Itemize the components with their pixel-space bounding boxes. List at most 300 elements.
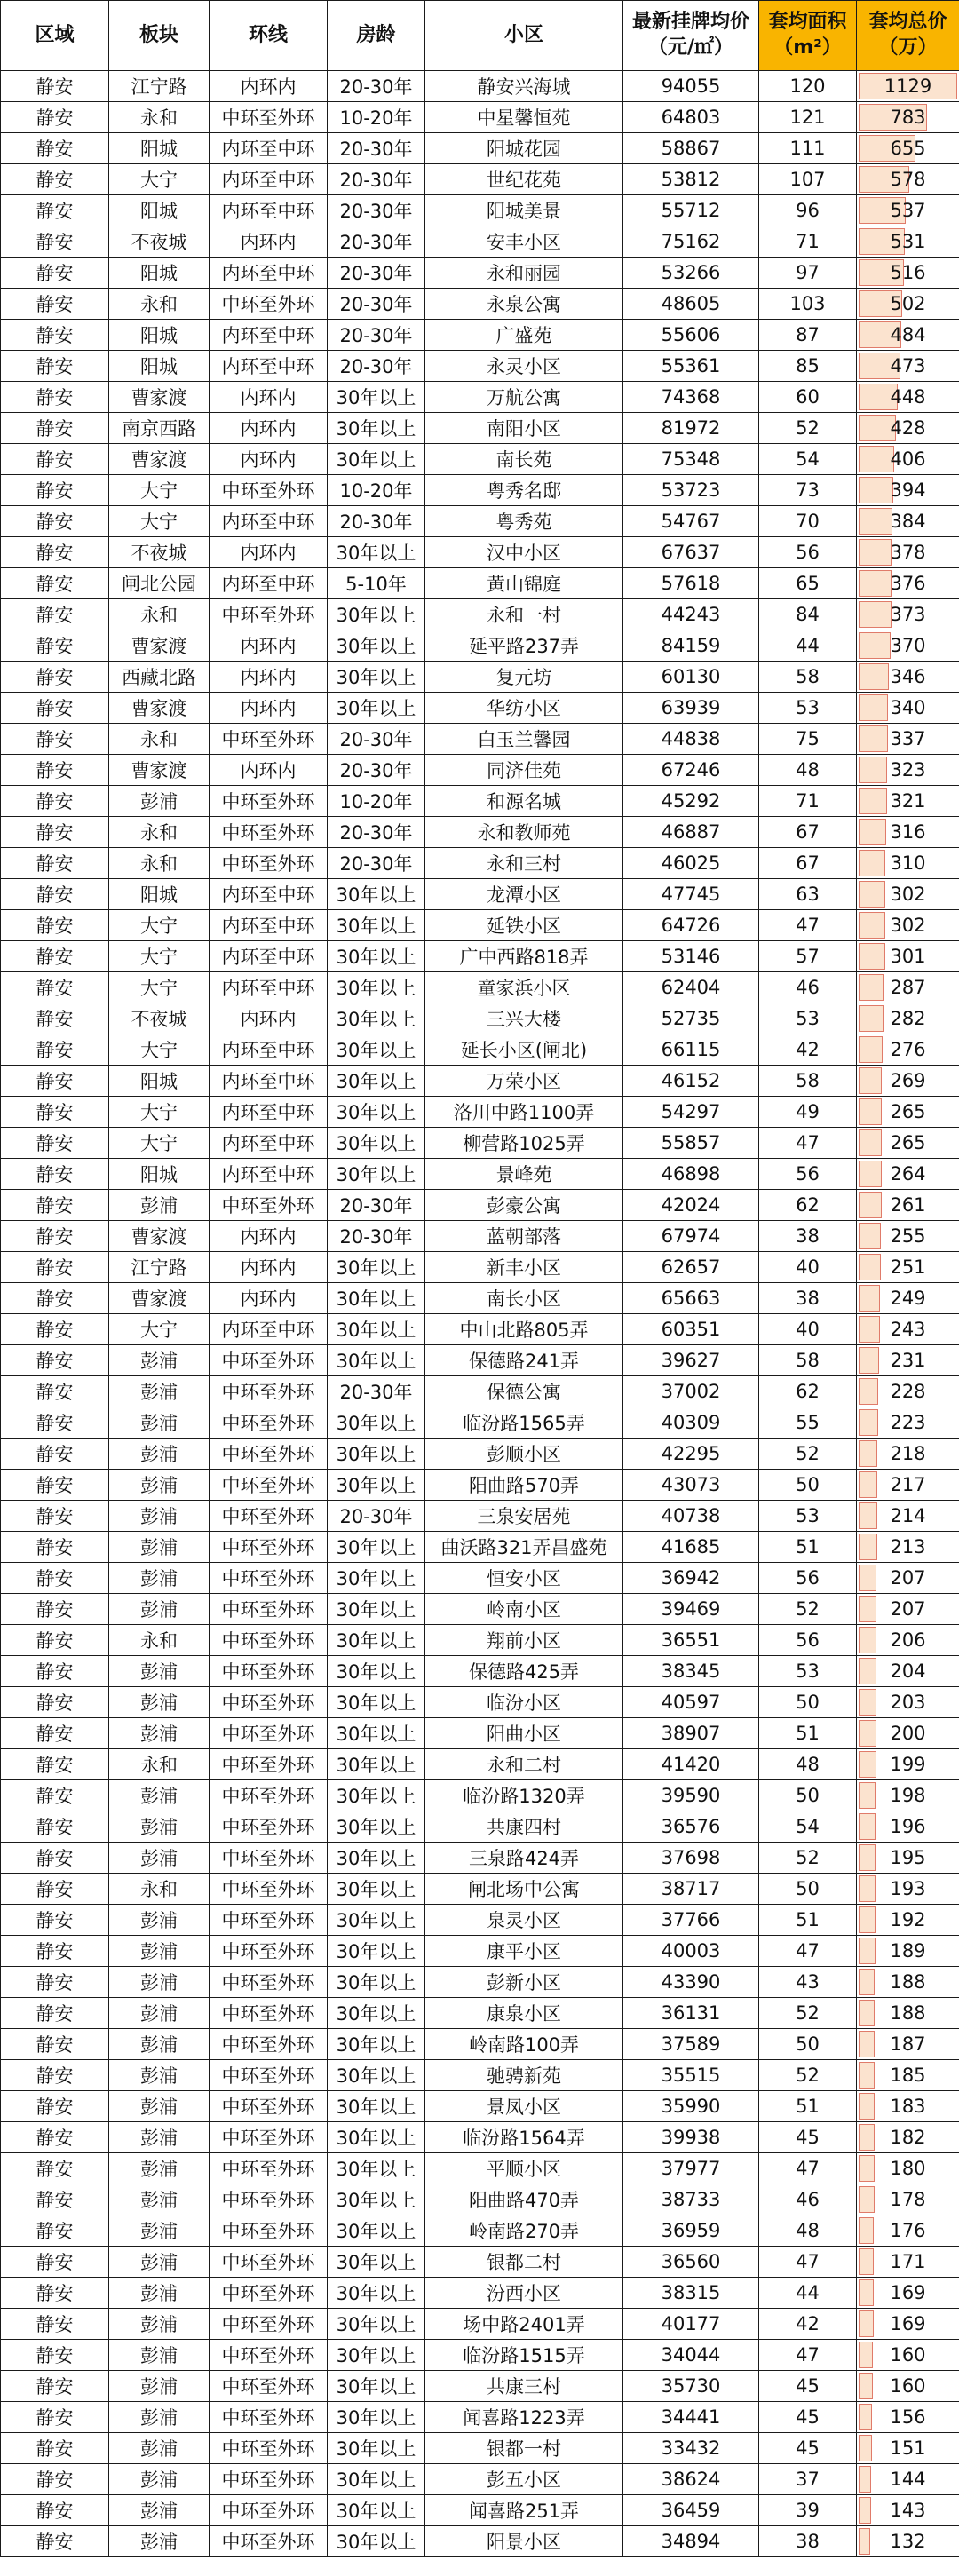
- district-cell: 静安: [1, 817, 109, 848]
- ring-cell: 内环至中环: [210, 351, 328, 382]
- avg-total-cell: [857, 1470, 959, 1501]
- total-price-value: 200: [890, 1723, 926, 1744]
- ring-cell: 中环至外环: [210, 1780, 328, 1811]
- age-cell: 30年以上: [328, 2122, 425, 2153]
- avg-total-cell: [857, 1034, 959, 1066]
- age-cell: 30年以上: [328, 1905, 425, 1936]
- age-cell: 30年以上: [328, 1097, 425, 1128]
- district-cell: 静安: [1, 1501, 109, 1532]
- total-price-bar: [859, 1192, 882, 1218]
- avg-total-cell: [857, 2029, 959, 2060]
- community-cell: 粤秀苑: [425, 506, 623, 537]
- table-row: [1, 2060, 959, 2091]
- community-cell: 闻喜路1223弄: [425, 2402, 623, 2433]
- avg-area-cell: 52: [759, 2060, 857, 2091]
- avg-total-cell: [857, 2060, 959, 2091]
- avg-area-cell: 47: [759, 1936, 857, 1967]
- district-cell: 静安: [1, 289, 109, 320]
- total-price-value: 265: [890, 1132, 926, 1153]
- avg-area-cell: 51: [759, 1718, 857, 1749]
- ring-cell: 内环至中环: [210, 133, 328, 164]
- avg-price-cell: 34894: [623, 2526, 759, 2557]
- district-cell: 静安: [1, 1811, 109, 1843]
- district-cell: 静安: [1, 1594, 109, 1625]
- table-row: [1, 2215, 959, 2247]
- total-price-value: 189: [890, 1940, 926, 1962]
- age-cell: 30年以上: [328, 2060, 425, 2091]
- age-cell: 30年以上: [328, 1656, 425, 1687]
- total-price-value: 783: [890, 107, 926, 128]
- table-row: [1, 2184, 959, 2215]
- ring-cell: 内环内: [210, 1252, 328, 1283]
- community-cell: 永和一村: [425, 599, 623, 630]
- table-row: [1, 879, 959, 910]
- total-price-bar: [859, 2310, 874, 2337]
- avg-total-cell: [857, 226, 959, 258]
- table-row: [1, 2309, 959, 2340]
- avg-total-cell: [857, 1718, 959, 1749]
- total-price-value: 195: [890, 1847, 926, 1868]
- avg-total-cell: [857, 1003, 959, 1034]
- age-cell: 30年以上: [328, 2278, 425, 2309]
- ring-cell: 中环至外环: [210, 2278, 328, 2309]
- community-cell: 南阳小区: [425, 413, 623, 444]
- total-price-bar: [859, 1161, 882, 1187]
- ring-cell: 内环至中环: [210, 1159, 328, 1190]
- avg-area-cell: 50: [759, 1470, 857, 1501]
- community-cell: 永和三村: [425, 848, 623, 879]
- age-cell: 20-30年: [328, 226, 425, 258]
- district-cell: 静安: [1, 693, 109, 724]
- header-sector: 板块: [109, 1, 210, 71]
- table-row: [1, 1905, 959, 1936]
- ring-cell: 中环至外环: [210, 1625, 328, 1656]
- total-price-value: 301: [890, 946, 926, 967]
- total-price-value: 394: [890, 480, 926, 501]
- header-avg-price: 最新挂牌均价 （元/㎡）: [623, 1, 759, 71]
- total-price-bar: [859, 850, 885, 876]
- total-price-bar: [859, 2404, 872, 2430]
- avg-area-cell: 50: [759, 1780, 857, 1811]
- avg-area-cell: 67: [759, 848, 857, 879]
- avg-total-cell: [857, 1439, 959, 1470]
- age-cell: 20-30年: [328, 755, 425, 786]
- avg-total-cell: [857, 382, 959, 413]
- total-price-value: 251: [890, 1256, 926, 1278]
- avg-price-cell: 41685: [623, 1532, 759, 1563]
- avg-total-cell: [857, 1811, 959, 1843]
- avg-price-cell: 36131: [623, 1998, 759, 2029]
- avg-area-cell: 107: [759, 164, 857, 195]
- total-price-value: 346: [890, 666, 926, 687]
- ring-cell: 内环至中环: [210, 164, 328, 195]
- age-cell: 30年以上: [328, 1345, 425, 1376]
- table-row: [1, 817, 959, 848]
- avg-price-cell: 81972: [623, 413, 759, 444]
- sector-cell: 彭浦: [109, 2340, 210, 2371]
- avg-price-cell: 45292: [623, 786, 759, 817]
- table-row: [1, 568, 959, 599]
- ring-cell: 中环至外环: [210, 1470, 328, 1501]
- avg-price-cell: 84159: [623, 630, 759, 662]
- total-price-bar: [859, 1098, 882, 1125]
- avg-area-cell: 96: [759, 195, 857, 226]
- total-price-value: 578: [890, 169, 926, 190]
- avg-price-cell: 54297: [623, 1097, 759, 1128]
- table-row: [1, 351, 959, 382]
- total-price-value: 370: [890, 635, 926, 656]
- age-cell: 20-30年: [328, 71, 425, 102]
- avg-price-cell: 60351: [623, 1314, 759, 1345]
- community-cell: 汉中小区: [425, 537, 623, 568]
- table-row: [1, 1843, 959, 1874]
- community-cell: 同济佳苑: [425, 755, 623, 786]
- community-cell: 阳曲路570弄: [425, 1470, 623, 1501]
- district-cell: 静安: [1, 1252, 109, 1283]
- avg-total-cell: [857, 102, 959, 133]
- table-row: [1, 1439, 959, 1470]
- total-price-value: 185: [890, 2065, 926, 2086]
- community-cell: 康平小区: [425, 1936, 623, 1967]
- district-cell: 静安: [1, 444, 109, 475]
- avg-total-cell: [857, 2433, 959, 2464]
- total-price-value: 448: [890, 386, 926, 408]
- table-row: [1, 2340, 959, 2371]
- district-cell: 静安: [1, 2371, 109, 2402]
- age-cell: 30年以上: [328, 2371, 425, 2402]
- ring-cell: 中环至外环: [210, 848, 328, 879]
- header-age: 房龄: [328, 1, 425, 71]
- table-row: [1, 1656, 959, 1687]
- community-cell: 万航公寓: [425, 382, 623, 413]
- avg-total-cell: [857, 1749, 959, 1780]
- sector-cell: 曹家渡: [109, 1221, 210, 1252]
- ring-cell: 内环至中环: [210, 1128, 328, 1159]
- sector-cell: 彭浦: [109, 2060, 210, 2091]
- community-cell: 闻喜路251弄: [425, 2495, 623, 2526]
- sector-cell: 阳城: [109, 1159, 210, 1190]
- sector-cell: 彭浦: [109, 1594, 210, 1625]
- table-row: [1, 2526, 959, 2557]
- avg-area-cell: 50: [759, 1874, 857, 1905]
- district-cell: 静安: [1, 1687, 109, 1718]
- ring-cell: 中环至外环: [210, 724, 328, 755]
- age-cell: 30年以上: [328, 2184, 425, 2215]
- avg-total-cell: [857, 320, 959, 351]
- sector-cell: 彭浦: [109, 1687, 210, 1718]
- community-cell: 保德路241弄: [425, 1345, 623, 1376]
- district-cell: 静安: [1, 879, 109, 910]
- ring-cell: 中环至外环: [210, 2247, 328, 2278]
- avg-total-cell: [857, 2402, 959, 2433]
- age-cell: 30年以上: [328, 1563, 425, 1594]
- total-price-bar: [859, 1534, 877, 1560]
- avg-area-cell: 44: [759, 2278, 857, 2309]
- district-cell: 静安: [1, 1159, 109, 1190]
- district-cell: 静安: [1, 1128, 109, 1159]
- table-row: [1, 848, 959, 879]
- avg-price-cell: 67246: [623, 755, 759, 786]
- table-row: [1, 1501, 959, 1532]
- total-price-value: 516: [890, 262, 926, 283]
- avg-total-cell: [857, 910, 959, 941]
- avg-price-cell: 54767: [623, 506, 759, 537]
- community-cell: 临汾路1565弄: [425, 1407, 623, 1439]
- community-cell: 南长小区: [425, 1283, 623, 1314]
- total-price-value: 160: [890, 2375, 926, 2397]
- district-cell: 静安: [1, 2526, 109, 2557]
- total-price-bar: [859, 1285, 880, 1312]
- sector-cell: 彭浦: [109, 1563, 210, 1594]
- total-price-value: 655: [890, 138, 926, 159]
- table-row: [1, 2464, 959, 2495]
- district-cell: 静安: [1, 2495, 109, 2526]
- avg-total-cell: [857, 1345, 959, 1376]
- total-price-value: 406: [890, 448, 926, 470]
- avg-area-cell: 121: [759, 102, 857, 133]
- community-cell: 彭顺小区: [425, 1439, 623, 1470]
- avg-total-cell: [857, 1936, 959, 1967]
- age-cell: 5-10年: [328, 568, 425, 599]
- avg-price-cell: 53812: [623, 164, 759, 195]
- total-price-value: 214: [890, 1505, 926, 1526]
- ring-cell: 中环至外环: [210, 289, 328, 320]
- table-row: [1, 226, 959, 258]
- community-cell: 永灵小区: [425, 351, 623, 382]
- age-cell: 30年以上: [328, 444, 425, 475]
- community-cell: 龙潭小区: [425, 879, 623, 910]
- sector-cell: 彭浦: [109, 2029, 210, 2060]
- total-price-value: 265: [890, 1101, 926, 1122]
- age-cell: 30年以上: [328, 1749, 425, 1780]
- avg-area-cell: 52: [759, 1439, 857, 1470]
- sector-cell: 大宁: [109, 475, 210, 506]
- community-cell: 闸北场中公寓: [425, 1874, 623, 1905]
- community-cell: 彭豪公寓: [425, 1190, 623, 1221]
- avg-total-cell: [857, 568, 959, 599]
- sector-cell: 阳城: [109, 879, 210, 910]
- district-cell: 静安: [1, 1003, 109, 1034]
- avg-total-cell: [857, 1998, 959, 2029]
- total-price-bar: [859, 2124, 875, 2151]
- community-cell: 三泉路424弄: [425, 1843, 623, 1874]
- age-cell: 30年以上: [328, 2526, 425, 2557]
- sector-cell: 阳城: [109, 320, 210, 351]
- district-cell: 静安: [1, 320, 109, 351]
- ring-cell: 内环至中环: [210, 568, 328, 599]
- avg-area-cell: 40: [759, 1314, 857, 1345]
- sector-cell: 不夜城: [109, 1003, 210, 1034]
- total-price-bar: [859, 508, 892, 535]
- avg-price-cell: 38907: [623, 1718, 759, 1749]
- sector-cell: 彭浦: [109, 2153, 210, 2184]
- district-cell: 静安: [1, 1283, 109, 1314]
- community-cell: 临汾小区: [425, 1687, 623, 1718]
- ring-cell: 内环内: [210, 693, 328, 724]
- total-price-bar: [859, 601, 892, 628]
- ring-cell: 中环至外环: [210, 475, 328, 506]
- table-row: [1, 1190, 959, 1221]
- district-cell: 静安: [1, 351, 109, 382]
- community-cell: 阳城花园: [425, 133, 623, 164]
- table-row: [1, 1345, 959, 1376]
- district-cell: 静安: [1, 2184, 109, 2215]
- age-cell: 20-30年: [328, 320, 425, 351]
- table-row: [1, 1097, 959, 1128]
- avg-price-cell: 37766: [623, 1905, 759, 1936]
- avg-price-cell: 48605: [623, 289, 759, 320]
- avg-price-cell: 39469: [623, 1594, 759, 1625]
- total-price-value: 310: [890, 852, 926, 874]
- avg-total-cell: [857, 848, 959, 879]
- ring-cell: 内环至中环: [210, 941, 328, 972]
- avg-total-cell: [857, 2526, 959, 2557]
- table-row: [1, 102, 959, 133]
- avg-price-cell: 39590: [623, 1780, 759, 1811]
- district-cell: 静安: [1, 1345, 109, 1376]
- table-row: [1, 1470, 959, 1501]
- district-cell: 静安: [1, 537, 109, 568]
- table-row: [1, 1563, 959, 1594]
- district-cell: 静安: [1, 2122, 109, 2153]
- total-price-bar: [859, 1689, 876, 1716]
- ring-cell: 内环内: [210, 71, 328, 102]
- community-cell: 彭五小区: [425, 2464, 623, 2495]
- avg-total-cell: [857, 662, 959, 693]
- total-price-bar: [859, 1502, 877, 1529]
- sector-cell: 彭浦: [109, 1532, 210, 1563]
- ring-cell: 中环至外环: [210, 1532, 328, 1563]
- total-price-value: 473: [890, 355, 926, 376]
- sector-cell: 彭浦: [109, 1936, 210, 1967]
- avg-price-cell: 33432: [623, 2433, 759, 2464]
- district-cell: 静安: [1, 755, 109, 786]
- table-row: [1, 382, 959, 413]
- age-cell: 30年以上: [328, 662, 425, 693]
- table-row: [1, 755, 959, 786]
- table-row: [1, 2371, 959, 2402]
- total-price-value: 169: [890, 2313, 926, 2334]
- district-cell: 静安: [1, 1532, 109, 1563]
- total-price-value: 378: [890, 542, 926, 563]
- total-price-bar: [859, 1254, 881, 1280]
- total-price-bar: [859, 1005, 884, 1032]
- sector-cell: 彭浦: [109, 2122, 210, 2153]
- total-price-bar: [859, 539, 892, 566]
- total-price-bar: [859, 2155, 875, 2182]
- age-cell: 30年以上: [328, 630, 425, 662]
- ring-cell: 内环至中环: [210, 195, 328, 226]
- community-cell: 保德公寓: [425, 1376, 623, 1407]
- district-cell: 静安: [1, 2433, 109, 2464]
- table-row: [1, 1314, 959, 1345]
- community-cell: 万荣小区: [425, 1066, 623, 1097]
- district-cell: 静安: [1, 1470, 109, 1501]
- total-price-bar: [859, 819, 886, 845]
- table-row: [1, 289, 959, 320]
- avg-price-cell: 66115: [623, 1034, 759, 1066]
- sector-cell: 江宁路: [109, 71, 210, 102]
- sector-cell: 彭浦: [109, 2247, 210, 2278]
- table-row: [1, 195, 959, 226]
- sector-cell: 阳城: [109, 195, 210, 226]
- avg-total-cell: [857, 475, 959, 506]
- header-avg-total: 套均总价 （万）: [857, 1, 959, 71]
- avg-total-cell: [857, 1221, 959, 1252]
- age-cell: 30年以上: [328, 2247, 425, 2278]
- total-price-value: 340: [890, 697, 926, 718]
- district-cell: 静安: [1, 71, 109, 102]
- total-price-value: 302: [890, 915, 926, 936]
- avg-area-cell: 53: [759, 1501, 857, 1532]
- avg-area-cell: 45: [759, 2371, 857, 2402]
- avg-price-cell: 41420: [623, 1749, 759, 1780]
- community-cell: 白玉兰馨园: [425, 724, 623, 755]
- sector-cell: 彭浦: [109, 2402, 210, 2433]
- community-cell: 世纪花苑: [425, 164, 623, 195]
- avg-price-cell: 58867: [623, 133, 759, 164]
- avg-total-cell: [857, 1190, 959, 1221]
- avg-total-cell: [857, 1967, 959, 1998]
- avg-price-cell: 55361: [623, 351, 759, 382]
- district-cell: 静安: [1, 941, 109, 972]
- avg-price-cell: 36560: [623, 2247, 759, 2278]
- sector-cell: 彭浦: [109, 1470, 210, 1501]
- total-price-value: 373: [890, 604, 926, 625]
- total-price-value: 171: [890, 2251, 926, 2272]
- total-price-value: 276: [890, 1039, 926, 1060]
- district-cell: 静安: [1, 1066, 109, 1097]
- ring-cell: 中环至外环: [210, 1905, 328, 1936]
- community-cell: 银都二村: [425, 2247, 623, 2278]
- ring-cell: 中环至外环: [210, 2153, 328, 2184]
- table-row: [1, 2247, 959, 2278]
- sector-cell: 永和: [109, 848, 210, 879]
- age-cell: 20-30年: [328, 289, 425, 320]
- community-cell: 银都一村: [425, 2433, 623, 2464]
- community-cell: 广中西路818弄: [425, 941, 623, 972]
- district-cell: 静安: [1, 848, 109, 879]
- avg-price-cell: 43073: [623, 1470, 759, 1501]
- header-ring: 环线: [210, 1, 328, 71]
- avg-total-cell: [857, 1376, 959, 1407]
- avg-area-cell: 84: [759, 599, 857, 630]
- age-cell: 30年以上: [328, 2402, 425, 2433]
- ring-cell: 内环内: [210, 1003, 328, 1034]
- age-cell: 30年以上: [328, 1780, 425, 1811]
- total-price-value: 180: [890, 2158, 926, 2179]
- avg-price-cell: 42024: [623, 1190, 759, 1221]
- community-cell: 华纺小区: [425, 693, 623, 724]
- sector-cell: 阳城: [109, 351, 210, 382]
- ring-cell: 中环至外环: [210, 2184, 328, 2215]
- community-cell: 恒安小区: [425, 1563, 623, 1594]
- age-cell: 20-30年: [328, 195, 425, 226]
- avg-price-cell: 38717: [623, 1874, 759, 1905]
- table-row: [1, 1718, 959, 1749]
- total-price-value: 132: [890, 2531, 926, 2552]
- ring-cell: 中环至外环: [210, 1190, 328, 1221]
- sector-cell: 不夜城: [109, 226, 210, 258]
- ring-cell: 内环至中环: [210, 320, 328, 351]
- total-price-bar: [859, 2466, 871, 2493]
- district-cell: 静安: [1, 2340, 109, 2371]
- avg-area-cell: 47: [759, 2247, 857, 2278]
- avg-price-cell: 37698: [623, 1843, 759, 1874]
- avg-area-cell: 97: [759, 258, 857, 289]
- avg-price-cell: 35730: [623, 2371, 759, 2402]
- table-row: [1, 1003, 959, 1034]
